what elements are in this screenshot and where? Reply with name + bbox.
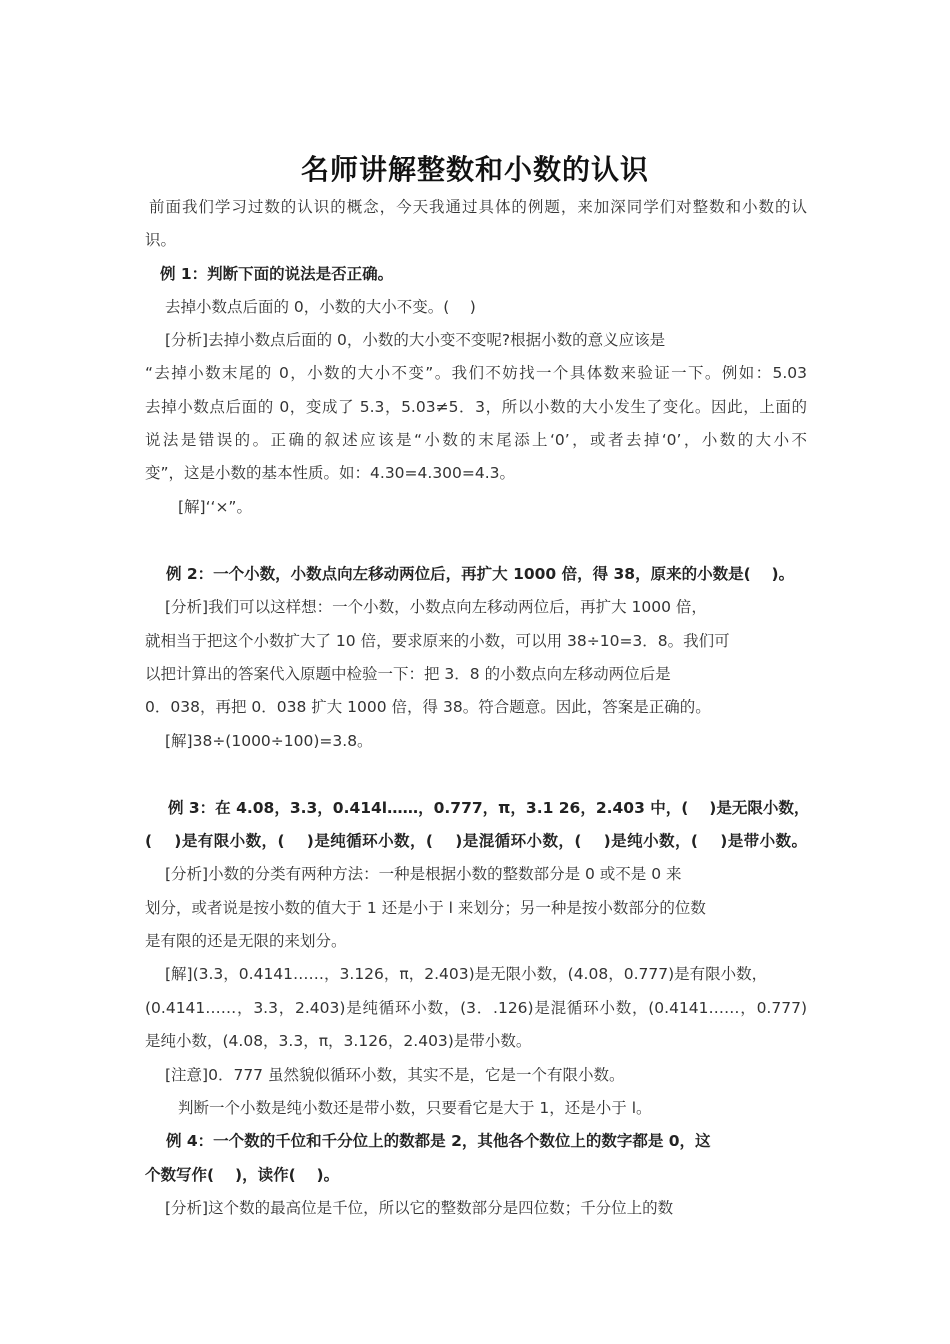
paragraph-line: [分析]去掉小数点后面的 0，小数的大小变不变呢?根据小数的意义应该是 <box>165 331 666 349</box>
paragraph-line: 是有限的还是无限的来划分。 <box>145 932 347 950</box>
paragraph-line: 变”，这是小数的基本性质。如：4.30=4.300=4.3。 <box>145 464 516 482</box>
paragraph-line: 就相当于把这个小数扩大了 10 倍，要求原来的小数，可以用 38÷10=3．8。我们可 <box>145 632 730 650</box>
example-heading-line: 例 3：在 4.08，3.3，0.414l……，0.777，π，3.1 26，2.403 中，( )是无限小数， <box>168 799 810 817</box>
paragraph-line: [解]‘‘×”。 <box>178 498 252 516</box>
paragraph-line: [解](3.3，0.4141……，3.126，π，2.403)是无限小数，(4.08，0.777)是有限小数， <box>165 965 768 983</box>
paragraph-line: [分析]这个数的最高位是千位，所以它的整数部分是四位数；千分位上的数 <box>165 1199 674 1217</box>
paragraph-line: [解]38÷(1000÷100)=3.8。 <box>165 732 373 750</box>
paragraph-line: [分析]我们可以这样想：一个小数，小数点向左移动两位后，再扩大 1000 倍， <box>165 598 707 616</box>
example-heading-line: 个数写作( )，读作( )。 <box>145 1166 340 1184</box>
paragraph-line: 是纯小数，(4.08，3.3，π，3.126，2.403)是带小数。 <box>145 1032 532 1050</box>
paragraph-line: 去掉小数点后面的 0，变成了 5.3，5.03≠5．3，所以小数的大小发生了变化。因此，上面的 <box>145 398 807 416</box>
example-heading-line: ( )是有限小数，( )是纯循环小数，( )是混循环小数，( )是纯小数，( )是带小数。 <box>145 832 807 850</box>
example-heading-line: 例 2：一个小数，小数点向左移动两位后，再扩大 1000 倍，得 38，原来的小数是( )。 <box>166 565 795 583</box>
paragraph-line: [分析]小数的分类有两种方法：一种是根据小数的整数部分是 0 或不是 0 来 <box>165 865 682 883</box>
paragraph-line: 识。 <box>145 231 177 249</box>
paragraph-line: 判断一个小数是纯小数还是带小数，只要看它是大于 1，还是小于 l。 <box>178 1099 652 1117</box>
paragraph-line: 0．038，再把 0．038 扩大 1000 倍，得 38。符合题意。因此，答案是正确的。 <box>145 698 711 716</box>
document-title: 名师讲解整数和小数的认识 <box>300 153 649 186</box>
paragraph-line: (0.4141……，3.3，2.403)是纯循环小数，(3．.126)是混循环小数，(0.4141……，0.777) <box>145 999 807 1017</box>
paragraph-line: 划分，或者说是按小数的值大于 1 还是小于 l 来划分；另一种是按小数部分的位数 <box>145 899 706 917</box>
paragraph-line: 去掉小数点后面的 0，小数的大小不变。( ) <box>165 298 476 316</box>
paragraph-line: 以把计算出的答案代入原题中检验一下：把 3．8 的小数点向左移动两位后是 <box>145 665 671 683</box>
paragraph-line: 说法是错误的。正确的叙述应该是“小数的末尾添上‘0’，或者去掉‘0’，小数的大小不 <box>145 431 807 449</box>
paragraph-line: “去掉小数末尾的 0，小数的大小不变”。我们不妨找一个具体数来验证一下。例如：5.03 <box>145 364 807 382</box>
example-heading-line: 例 1：判断下面的说法是否正确。 <box>160 265 394 283</box>
paragraph-line: 前面我们学习过数的认识的概念，今天我通过具体的例题，来加深同学们对整数和小数的认 <box>149 198 807 216</box>
example-heading-line: 例 4：一个数的千位和千分位上的数都是 2，其他各个数位上的数字都是 0，这 <box>166 1132 711 1150</box>
paragraph-line: [注意]0．777 虽然貌似循环小数，其实不是，它是一个有限小数。 <box>165 1066 625 1084</box>
